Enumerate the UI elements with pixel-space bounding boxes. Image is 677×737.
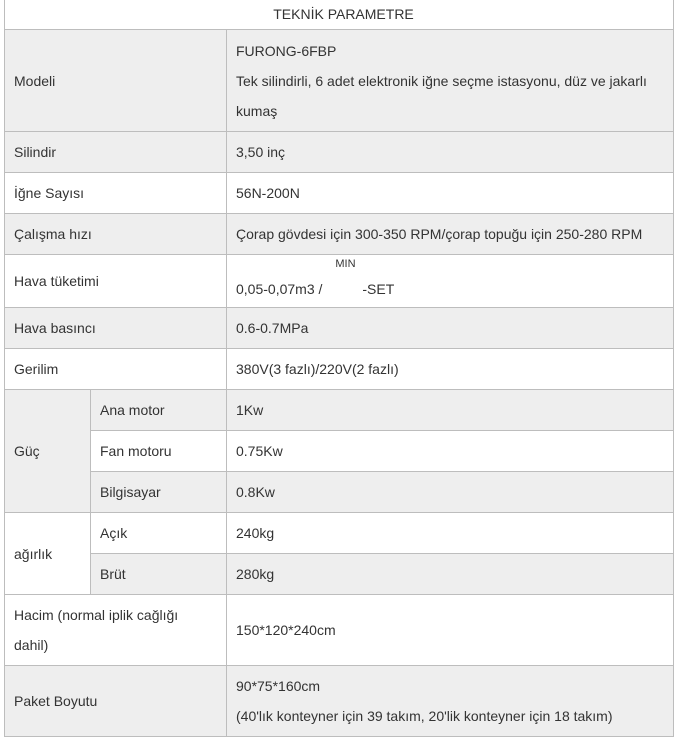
power-label: Güç bbox=[5, 390, 91, 513]
weight-label: ağırlık bbox=[5, 513, 91, 595]
cylinder-value: 3,50 inç bbox=[227, 132, 674, 173]
model-value bbox=[227, 30, 674, 132]
row-power-fan-motor bbox=[5, 431, 674, 472]
needles-value: 56N-200N bbox=[227, 173, 674, 214]
air-pressure-label: Hava basıncı bbox=[5, 308, 227, 349]
weight-gross-value: 280kg bbox=[227, 554, 674, 595]
volume-value: 150*120*240cm bbox=[227, 595, 674, 666]
needles-label: İğne Sayısı bbox=[5, 173, 227, 214]
voltage-value: 380V(3 fazlı)/220V(2 fazlı) bbox=[227, 349, 674, 390]
volume-label: Hacim (normal iplik cağlığı dahil) bbox=[5, 595, 227, 666]
model-description: Tek silindirli, 6 adet elektronik iğne seçme istasyonu, düz ve jakarlı kumaş bbox=[236, 72, 647, 119]
model-name: FURONG-6FBP bbox=[236, 42, 337, 59]
package-label: Paket Boyutu bbox=[5, 666, 227, 737]
power-computer-label: Bilgisayar bbox=[91, 472, 227, 513]
title-row bbox=[5, 0, 674, 30]
package-dimensions: 90*75*160cm bbox=[236, 678, 321, 694]
power-main-motor-label: Ana motor bbox=[91, 390, 227, 431]
power-fan-motor-label: Fan motoru bbox=[91, 431, 227, 472]
row-speed bbox=[5, 214, 674, 255]
air-consumption-value bbox=[227, 255, 674, 308]
row-air-pressure bbox=[5, 308, 674, 349]
weight-net-label: Açık bbox=[91, 513, 227, 554]
row-volume bbox=[5, 595, 674, 666]
air-pressure-value: 0.6-0.7MPa bbox=[227, 308, 674, 349]
row-cylinder bbox=[5, 132, 674, 173]
package-container-note: (40'lık konteyner için 39 takım, 20'lik konteyner için 18 takım) bbox=[236, 708, 613, 724]
row-power-computer bbox=[5, 472, 674, 513]
weight-net-value: 240kg bbox=[227, 513, 674, 554]
air-consumption-prefix: 0,05-0,07m3 / bbox=[236, 281, 323, 297]
model-label: Modeli bbox=[5, 30, 227, 132]
row-weight-net bbox=[5, 513, 674, 554]
row-power-main-motor bbox=[5, 390, 674, 431]
row-package bbox=[5, 666, 674, 737]
power-main-motor-value: 1Kw bbox=[227, 390, 674, 431]
row-needles bbox=[5, 173, 674, 214]
voltage-label: Gerilim bbox=[5, 349, 227, 390]
speed-value: Çorap gövdesi için 300-350 RPM/çorap topuğu için 250-280 RPM bbox=[227, 214, 674, 255]
weight-gross-label: Brüt bbox=[91, 554, 227, 595]
row-air-consumption bbox=[5, 255, 674, 308]
row-weight-gross bbox=[5, 554, 674, 595]
speed-label: Çalışma hızı bbox=[5, 214, 227, 255]
power-fan-motor-value: 0.75Kw bbox=[227, 431, 674, 472]
air-consumption-suffix: -SET bbox=[362, 281, 395, 297]
row-model bbox=[5, 30, 674, 132]
air-consumption-label: Hava tüketimi bbox=[5, 255, 227, 308]
cylinder-label: Silindir bbox=[5, 132, 227, 173]
row-voltage bbox=[5, 349, 674, 390]
air-consumption-superscript: MIN bbox=[335, 258, 356, 270]
package-value bbox=[227, 666, 674, 737]
power-computer-value: 0.8Kw bbox=[227, 472, 674, 513]
table-title: TEKNİK PARAMETRE bbox=[5, 0, 674, 30]
spec-table bbox=[4, 0, 674, 737]
